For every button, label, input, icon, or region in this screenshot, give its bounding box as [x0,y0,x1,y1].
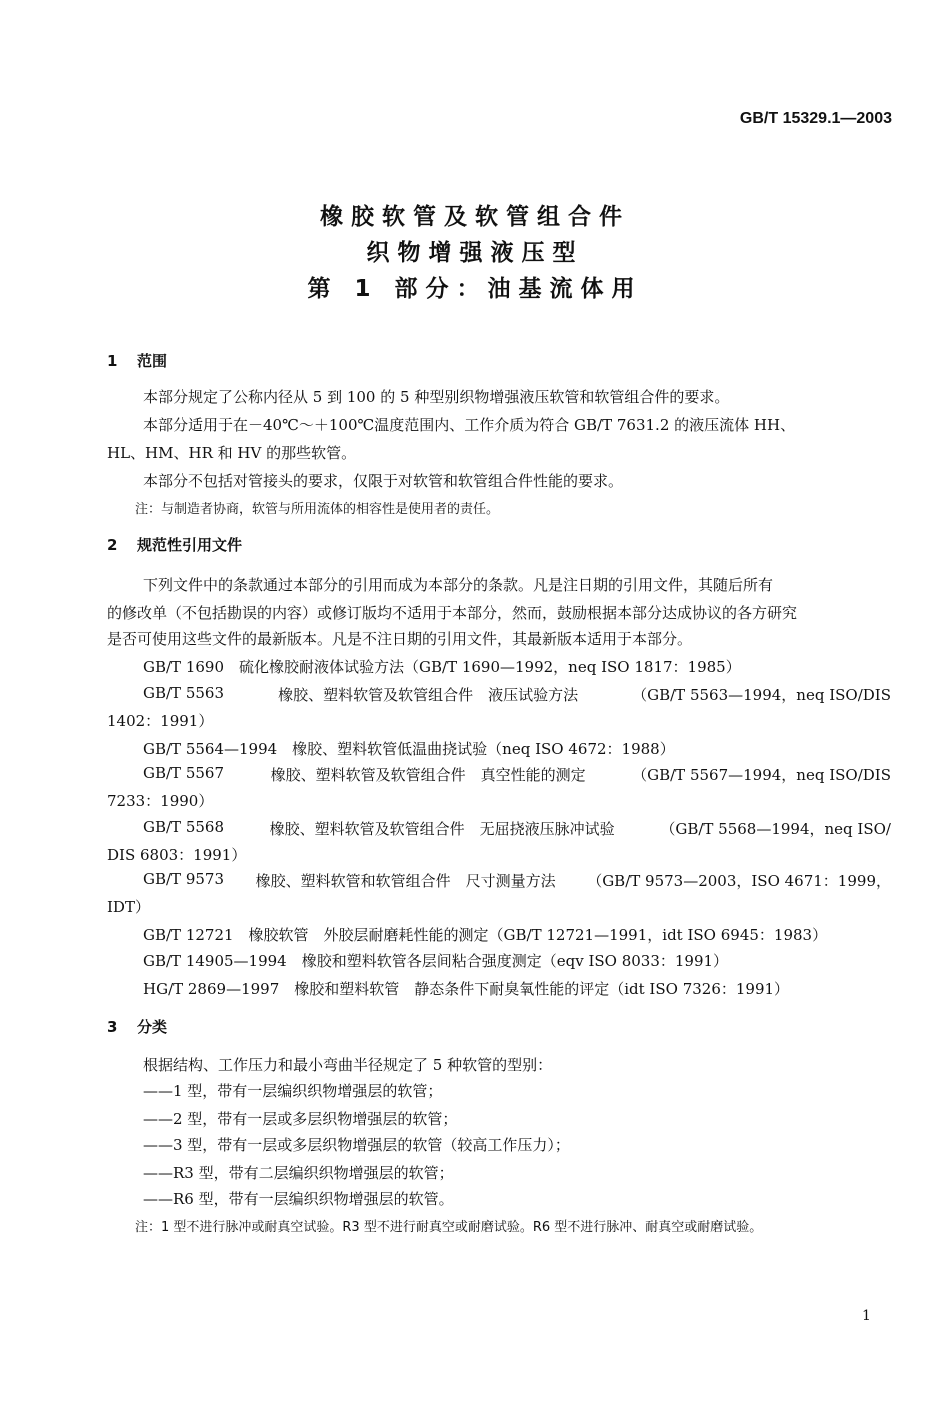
reference-continued: 1402：1991） [107,712,214,730]
title-line-3: 第 1 部分：油基流体用 [307,276,643,302]
list-item: ——R6 型，带有一层编织织物增强层的软管。 [143,1190,454,1208]
page-number: 1 [862,1308,871,1324]
section-number: 2 [107,536,118,554]
paragraph-continued: 的修改单（不包括勘误的内容）或修订版均不适用于本部分，然而，鼓励根据本部分达成协议的各方研究 [107,604,798,622]
reference-item: GB/T 12721 橡胶软管 外胶层耐磨耗性能的测定（GB/T 12721—1991，idt ISO 6945：1983） [143,926,828,944]
reference-item: HG/T 2869—1997 橡胶和塑料软管 静态条件下耐臭氧性能的评定（idt ISO 7326：1991） [143,980,790,998]
list-item: ——1 型，带有一层编织织物增强层的软管； [143,1082,443,1100]
section-title: 规范性引用文件 [137,536,243,554]
section-3-heading [107,1016,167,1037]
reference-source: （GB/T 5568—1994，neq ISO/ [660,820,891,838]
title-line-2: 织物增强液压型 [366,240,584,266]
reference-title: 橡胶、塑料软管和软管组合件 尺寸测量方法 [255,872,556,890]
paragraph: 本部分规定了公称内径从 5 到 100 的 5 种型别织物增强液压软管和软管组合件的要求。 [143,388,730,406]
reference-code: GB/T 5567 [143,764,225,782]
paragraph-line: 本部分适用于在－40℃～＋100℃温度范围内、工作介质为符合 GB/T 7631.2 的液压流体 HH、 [143,416,796,434]
reference-item [143,764,891,785]
reference-continued: 7233：1990） [107,792,214,810]
standard-code: GB/T 15329.1—2003 [739,110,892,127]
title-line-1: 橡胶软管及软管组合件 [320,204,630,230]
paragraph: 下列文件中的条款通过本部分的引用而成为本部分的条款。凡是注日期的引用文件，其随后所有 [143,576,774,594]
reference-item [143,818,891,839]
reference-continued: DIS 6803：1991） [107,846,247,864]
reference-item: GB/T 5564—1994 橡胶、塑料软管低温曲挠试验（neq ISO 4672：1988） [143,740,675,758]
note: 注：与制造者协商，软管与所用流体的相容性是使用者的责任。 [135,502,500,517]
section-1-heading [107,350,167,371]
paragraph [143,414,891,435]
reference-item: GB/T 14905—1994 橡胶和塑料软管各层间粘合强度测定（eqv ISO 8033：1991） [143,952,729,970]
paragraph-continued: HL、HM、HR 和 HV 的那些软管。 [107,444,357,462]
section-number: 1 [107,352,118,370]
paragraph: 本部分不包括对管接头的要求，仅限于对软管和软管组合件性能的要求。 [143,472,624,490]
reference-item [143,870,891,891]
note: 注：1 型不进行脉冲或耐真空试验。R3 型不进行耐真空或耐磨试验。R6 型不进行脉冲、耐真空或耐磨试验。 [135,1220,763,1235]
reference-code: GB/T 9573 [143,870,225,888]
list-item: ——2 型，带有一层或多层织物增强层的软管； [143,1110,458,1128]
paragraph-continued: 是否可使用这些文件的最新版本。凡是不注日期的引用文件，其最新版本适用于本部分。 [107,630,693,648]
reference-source: （GB/T 5567—1994，neq ISO/DIS [632,766,891,784]
section-number: 3 [107,1018,118,1036]
reference-item [143,684,891,705]
reference-source: （GB/T 9573—2003，ISO 4671：1999， [587,872,891,890]
reference-title: 橡胶、塑料软管及软管组合件 真空性能的测定 [270,766,586,784]
list-item: ——R3 型，带有二层编织织物增强层的软管； [143,1164,454,1182]
reference-code: GB/T 5563 [143,684,225,702]
section-2-heading [107,534,242,555]
reference-continued: IDT） [107,898,150,916]
reference-source: （GB/T 5563—1994，neq ISO/DIS [632,686,891,704]
list-item: ——3 型，带有一层或多层织物增强层的软管（较高工作压力）； [143,1136,570,1154]
reference-title: 橡胶、塑料软管及软管组合件 无屈挠液压脉冲试验 [269,820,615,838]
paragraph: 根据结构、工作压力和最小弯曲半径规定了 5 种软管的型别： [143,1056,553,1074]
reference-code: GB/T 5568 [143,818,225,836]
reference-title: 橡胶、塑料软管及软管组合件 液压试验方法 [278,686,579,704]
section-title: 范围 [137,352,168,370]
reference-item: GB/T 1690 硫化橡胶耐液体试验方法（GB/T 1690—1992，neq ISO 1817：1985） [143,658,741,676]
section-title: 分类 [137,1018,168,1036]
